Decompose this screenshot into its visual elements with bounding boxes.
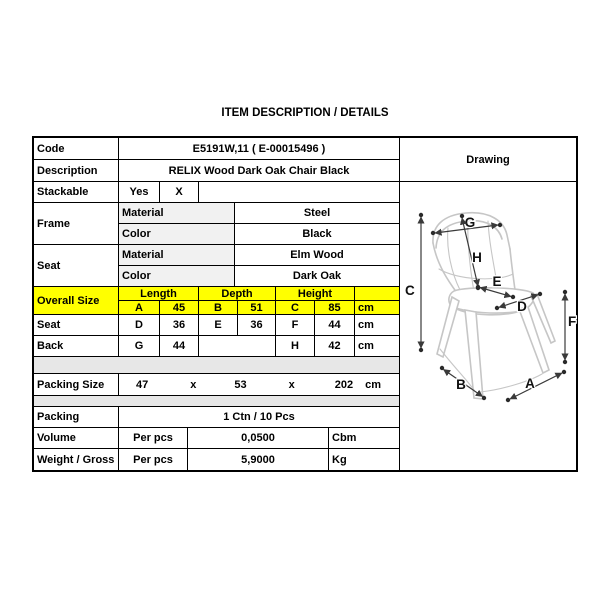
frame-color-value: Black xyxy=(302,228,332,240)
dim-key-h: H xyxy=(276,336,315,356)
description-label: Description xyxy=(34,160,119,181)
spacer-row xyxy=(34,396,399,407)
dim-label-a: A xyxy=(525,376,535,391)
seat-color-label: Color xyxy=(119,266,235,286)
header-unit-empty xyxy=(355,287,399,300)
row-description xyxy=(34,160,399,182)
seat-color-value: Dark Oak xyxy=(292,270,342,282)
spec-table xyxy=(32,136,578,472)
back-dims-label: Back xyxy=(34,336,119,356)
dim-value-d: 36 xyxy=(160,315,199,335)
packing-size-x1: x xyxy=(190,378,197,391)
dim-value-a: 45 xyxy=(160,301,199,314)
dim-key-e: E xyxy=(199,315,238,335)
volume-basis: Per pcs xyxy=(119,428,188,448)
overall-size-header-row xyxy=(119,287,399,301)
dim-key-a: A xyxy=(119,301,160,314)
weight-label: Weight / Gross xyxy=(34,449,119,470)
dimension-f xyxy=(563,290,576,364)
row-packing xyxy=(34,407,399,428)
dim-key-c: C xyxy=(276,301,315,314)
dimension-c xyxy=(405,213,423,352)
seat-dims-unit: cm xyxy=(358,319,374,331)
dim-key-f: F xyxy=(276,315,315,335)
seat-dims-label: Seat xyxy=(34,315,119,335)
row-weight-gross xyxy=(34,449,399,470)
row-back-dims xyxy=(34,336,399,357)
header-height: Height xyxy=(276,287,355,300)
overall-size-values-row xyxy=(119,301,399,314)
frame-color-row xyxy=(119,224,399,244)
row-seat-dims xyxy=(34,315,399,336)
dim-label-d: D xyxy=(517,299,527,314)
spacer-cell xyxy=(34,396,399,406)
spacer-row xyxy=(34,357,399,374)
back-dims-empty xyxy=(199,336,276,356)
stackable-yes: Yes xyxy=(119,182,160,202)
packing-size-unit: cm xyxy=(365,378,382,391)
dim-label-g: G xyxy=(464,215,476,230)
dim-label-f: F xyxy=(568,314,577,329)
weight-basis: Per pcs xyxy=(119,449,188,470)
chair-sketch xyxy=(433,213,555,399)
row-packing-size xyxy=(34,374,399,396)
seat-material-row xyxy=(119,245,399,266)
dimension-a xyxy=(506,370,566,402)
stackable-mark: X xyxy=(160,182,199,202)
packing-size-value xyxy=(119,374,399,395)
dim-value-b: 51 xyxy=(238,301,276,314)
header-depth: Depth xyxy=(199,287,276,300)
dim-key-g: G xyxy=(119,336,160,356)
overall-unit: cm xyxy=(358,301,374,314)
dim-key-d: D xyxy=(119,315,160,335)
seat-label: Seat xyxy=(34,245,119,286)
packing-size-h: 202 xyxy=(334,378,354,391)
stackable-empty-cell xyxy=(199,182,399,202)
packing-size-w: 47 xyxy=(136,378,149,391)
seat-color-row xyxy=(119,266,399,286)
weight-unit: Kg xyxy=(332,453,347,466)
dim-value-g: 44 xyxy=(160,336,199,356)
row-code xyxy=(34,138,399,160)
packing-size-x2: x xyxy=(288,378,295,391)
row-stackable xyxy=(34,182,399,203)
volume-label: Volume xyxy=(34,428,119,448)
code-value: E5191W,11 ( E-00015496 ) xyxy=(192,142,326,155)
frame-color-label: Color xyxy=(119,224,235,244)
section-seat-materials xyxy=(34,245,399,287)
description-value: RELIX Wood Dark Oak Chair Black xyxy=(168,164,350,177)
drawing-header: Drawing xyxy=(400,138,576,182)
volume-value: 0,0500 xyxy=(188,428,329,448)
dim-value-c: 85 xyxy=(315,301,355,314)
details-section xyxy=(34,138,400,470)
dim-key-b: B xyxy=(199,301,238,314)
spacer-cell xyxy=(34,357,399,373)
frame-material-value: Steel xyxy=(303,207,331,219)
chair-dimension-drawing xyxy=(400,182,576,470)
stackable-label: Stackable xyxy=(34,182,119,202)
volume-unit: Cbm xyxy=(332,432,357,444)
drawing-column xyxy=(400,138,576,470)
dim-value-e: 36 xyxy=(238,315,276,335)
dim-label-c: C xyxy=(405,283,415,298)
seat-material-label: Material xyxy=(119,245,235,265)
dim-label-b: B xyxy=(456,377,466,392)
page-title: ITEM DESCRIPTION / DETAILS xyxy=(221,107,389,119)
header-length: Length xyxy=(119,287,199,300)
code-label: Code xyxy=(34,138,119,159)
seat-material-value: Elm Wood xyxy=(290,249,344,261)
packing-size-d: 53 xyxy=(234,378,247,391)
back-dims-unit: cm xyxy=(358,340,374,352)
frame-material-label: Material xyxy=(119,203,235,223)
packing-label: Packing xyxy=(34,407,119,427)
dim-label-h: H xyxy=(472,250,482,265)
packing-size-label: Packing Size xyxy=(34,374,119,395)
frame-material-row xyxy=(119,203,399,224)
packing-value: 1 Ctn / 10 Pcs xyxy=(223,411,295,423)
dim-label-e: E xyxy=(492,274,502,289)
section-frame xyxy=(34,203,399,245)
row-volume xyxy=(34,428,399,449)
overall-size-label: Overall Size xyxy=(34,287,119,314)
weight-value: 5,9000 xyxy=(188,449,329,470)
dim-value-h: 42 xyxy=(315,336,355,356)
section-overall-size xyxy=(34,287,399,315)
frame-label: Frame xyxy=(34,203,119,244)
drawing-area xyxy=(400,182,576,470)
dim-value-f: 44 xyxy=(315,315,355,335)
